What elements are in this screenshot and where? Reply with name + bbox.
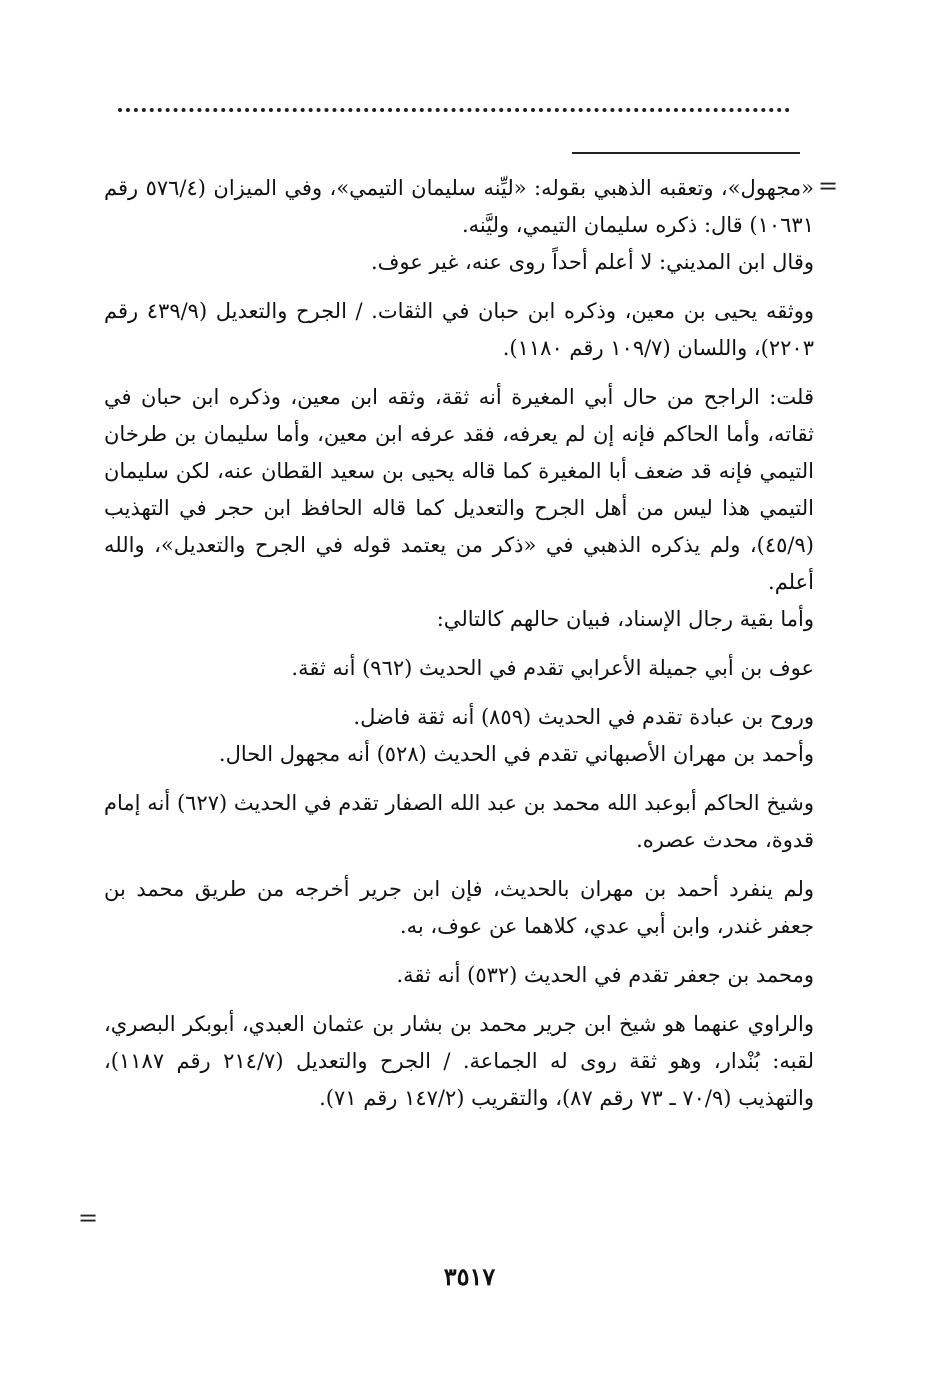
- footnote-paragraph: وأما بقية رجال الإسناد، فبيان حالهم كالتالي:: [436, 607, 814, 631]
- continuation-mark-top: =: [818, 172, 839, 200]
- footnote-text-block: [104, 170, 814, 1117]
- footnote-paragraph: عوف بن أبي جميلة الأعرابي تقدم في الحديث (٩٦٢) أنه ثقة.: [291, 656, 814, 680]
- footnote-paragraph: قلت: الراجح من حال أبي المغيرة أنه ثقة، وثقه ابن معين، وذكره ابن حبان في ثقاته، وأما الحاكم فإنه إن لم يعرفه، فقد عرفه ابن معين، وأما سليمان بن طرخان التيمي فإنه قد ضعف أبا المغيرة كما قاله يحيى بن سعيد القطان عنه، لكن سليمان التيمي هذا ليس من أهل الجرح والتعديل كما قاله الحافظ ابن حجر في التهذيب (٤٥/٩)، ولم يذكره الذهبي في «ذكر من يعتمد قوله في الجرح والتعديل»، والله أعلم.: [104, 385, 814, 594]
- footnote-paragraph: ووثقه يحيى بن معين، وذكره ابن حبان في الثقات. / الجرح والتعديل (٤٣٩/٩ رقم ٢٢٠٣)، واللسان (١٠٩/٧ رقم ١١٨٠).: [104, 299, 814, 360]
- footnote-paragraph: وشيخ الحاكم أبوعبد الله محمد بن عبد الله الصفار تقدم في الحديث (٦٢٧) أنه إمام قدوة، محدث عصره.: [104, 791, 815, 852]
- footnote-separator-rule: [572, 152, 800, 154]
- header-dotted-rule: [118, 108, 790, 112]
- footnote-paragraph: والراوي عنهما هو شيخ ابن جرير محمد بن بشار بن عثمان العبدي، أبوبكر البصري، لقبه: بُنْدار، وهو ثقة روى له الجماعة. / الجرح والتعديل (٢١٤/٧ رقم ١١٨٧)، والتهذيب (٧٠/٩ ـ ٧٣ رقم ٨٧)، والتقريب (١٤٧/٢ رقم ٧١).: [104, 1012, 814, 1110]
- footnote-paragraph: وروح بن عبادة تقدم في الحديث (٨٥٩) أنه ثقة فاضل.: [353, 705, 814, 729]
- footnote-paragraph: ولم ينفرد أحمد بن مهران بالحديث، فإن ابن جرير أخرجه من طريق محمد بن جعفر غندر، وابن أبي عدي، كلاهما عن عوف، به.: [104, 877, 814, 938]
- footnote-paragraph: وقال ابن المديني: لا أعلم أحداً روى عنه، غير عوف.: [370, 250, 814, 274]
- footnote-paragraph: «مجهول»، وتعقبه الذهبي بقوله: «ليِّنه سليمان التيمي»، وفي الميزان (٥٧٦/٤ رقم ١٠٦٣١) قال: ذكره سليمان التيمي، وليَّنه.: [104, 176, 814, 237]
- continuation-mark-bottom: =: [78, 1204, 99, 1232]
- footnote-paragraph: وأحمد بن مهران الأصبهاني تقدم في الحديث (٥٢٨) أنه مجهول الحال.: [218, 742, 814, 766]
- page-number: ٣٥١٧: [443, 1262, 496, 1291]
- footnote-paragraph: ومحمد بن جعفر تقدم في الحديث (٥٣٢) أنه ثقة.: [396, 963, 814, 987]
